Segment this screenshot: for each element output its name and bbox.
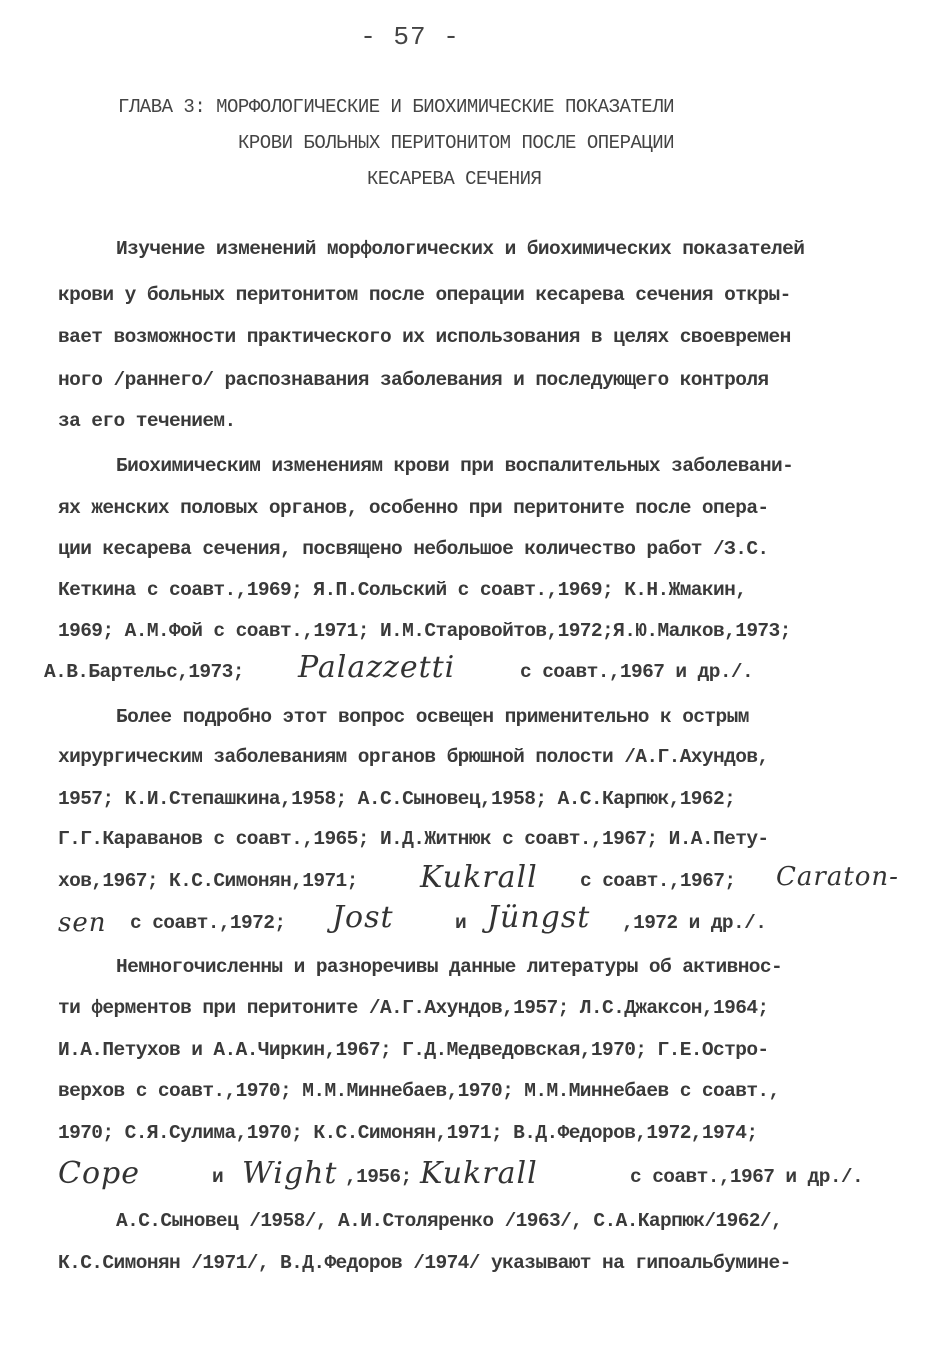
handwritten-name: Caraton- <box>776 862 899 892</box>
text-line: верхов с соавт.,1970; М.М.Миннебаев,1970; М.М.Миннебаев с соавт., <box>58 1080 780 1102</box>
text-line: Изучение изменений морфологических и биохимических показателей <box>116 238 805 260</box>
text-line: 1970; С.Я.Сулима,1970; К.С.Симонян,1971; В.Д.Федоров,1972,1974; <box>58 1122 758 1144</box>
handwritten-name: Cope <box>58 1156 140 1191</box>
text-line: ти ферментов при перитоните /А.Г.Ахундов,1957; Л.С.Джаксон,1964; <box>58 997 769 1019</box>
text-line: и <box>212 1166 224 1188</box>
text-line: Кеткина с соавт.,1969; Я.П.Сольский с соавт.,1969; К.Н.Жмакин, <box>58 579 747 601</box>
text-line: ции кесарева сечения, посвящено небольшое количество работ /З.С. <box>58 538 769 560</box>
text-line: хов,1967; К.С.Симонян,1971; <box>58 870 358 892</box>
text-line: Биохимическим изменениям крови при воспалительных заболевани- <box>116 455 794 477</box>
chapter-title-line-3: КЕСАРЕВА СЕЧЕНИЯ <box>367 168 542 190</box>
handwritten-name: sen <box>58 908 107 938</box>
text-line: ,1956; <box>345 1166 412 1188</box>
handwritten-name: Palazzetti <box>298 650 456 685</box>
text-line: 1957; К.И.Степашкина,1958; А.С.Сыновец,1958; А.С.Карпюк,1962; <box>58 788 736 810</box>
text-line: ,1972 и др./. <box>622 912 767 934</box>
chapter-title-line-2: КРОВИ БОЛЬНЫХ ПЕРИТОНИТОМ ПОСЛЕ ОПЕРАЦИИ <box>238 132 675 154</box>
text-line: с соавт.,1972; <box>130 912 286 934</box>
text-line: К.С.Симонян /1971/, В.Д.Федоров /1974/ указывают на гипоальбумине- <box>58 1252 791 1274</box>
text-line: хирургическим заболеваниям органов брюшной полости /А.Г.Ахундов, <box>58 746 769 768</box>
text-line: ного /раннего/ распознавания заболевания и последующего контроля <box>58 369 769 391</box>
text-line: Более подробно этот вопрос освещен применительно к острым <box>116 706 749 728</box>
text-line: крови у больных перитонитом после операции кесарева сечения откры- <box>58 284 791 306</box>
text-line: Г.Г.Караванов с соавт.,1965; И.Д.Житнюк с соавт.,1967; И.А.Пету- <box>58 828 769 850</box>
text-line: ях женских половых органов, особенно при перитоните после опера- <box>58 497 769 519</box>
text-line: вает возможности практического их использования в целях своевремен <box>58 326 791 348</box>
page-number: - 57 - <box>360 22 460 52</box>
text-line: с соавт.,1967 и др./. <box>520 661 754 683</box>
chapter-title-line-1: ГЛАВА 3: МОРФОЛОГИЧЕСКИЕ И БИОХИМИЧЕСКИЕ ПОКАЗАТЕЛИ <box>118 96 674 118</box>
text-line: с соавт.,1967; <box>580 870 736 892</box>
handwritten-name: Kukrall <box>420 860 538 895</box>
text-line: Немногочисленны и разноречивы данные литературы об активнос- <box>116 956 783 978</box>
handwritten-name: Wight <box>242 1156 338 1191</box>
handwritten-name: Kukrall <box>420 1156 538 1191</box>
text-line: и <box>455 912 467 934</box>
text-line: А.В.Бартельс,1973; <box>44 661 244 683</box>
handwritten-name: Jüngst <box>487 900 591 935</box>
text-line: И.А.Петухов и А.А.Чиркин,1967; Г.Д.Медведовская,1970; Г.Е.Остро- <box>58 1039 769 1061</box>
text-line: за его течением. <box>58 410 236 432</box>
text-line: А.С.Сыновец /1958/, А.И.Столяренко /1963/, С.А.Карпюк/1962/, <box>116 1210 783 1232</box>
text-line: с соавт.,1967 и др./. <box>630 1166 864 1188</box>
text-line: 1969; А.М.Фой с соавт.,1971; И.М.Старовойтов,1972;Я.Ю.Малков,1973; <box>58 620 791 642</box>
handwritten-name: Jost <box>332 900 394 935</box>
